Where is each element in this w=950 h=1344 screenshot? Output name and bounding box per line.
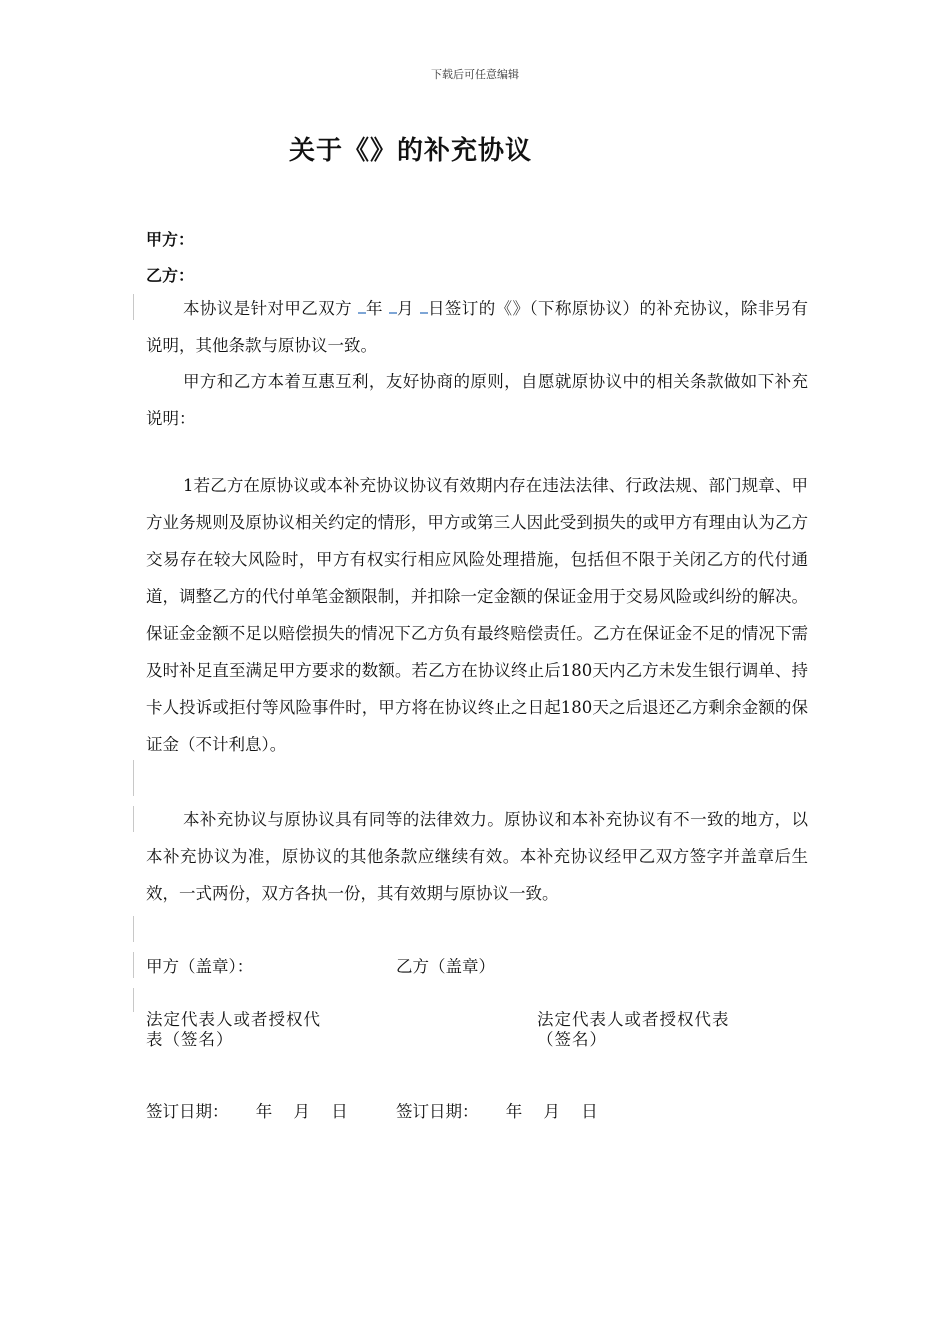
revision-mark: [133, 760, 134, 796]
party-b-sign-date: [396, 1098, 598, 1122]
blank-field: [420, 298, 428, 314]
revision-mark: [133, 916, 134, 942]
party-a-sign-date: [146, 1098, 348, 1122]
paragraph-intro: [146, 290, 808, 364]
party-a-seal-label: 甲方（盖章）：: [146, 957, 254, 976]
date-day: 日: [581, 1102, 598, 1121]
intro-rest: 日签订的《》（下称原协议）的补充协议，除非另有说明，其他条款与原协议一致。: [146, 299, 809, 355]
paragraph-principle: 甲方和乙方本着互惠互利，友好协商的原则，自愿就原协议中的相关条款做如下补充说明：: [146, 372, 808, 428]
intro-text: 本协议是针对甲乙双方: [183, 299, 358, 318]
date-day: 日: [331, 1102, 348, 1121]
revision-mark: [133, 988, 134, 1012]
party-b-seal-label: 乙方（盖章）: [396, 957, 495, 976]
revision-mark: [133, 294, 134, 320]
date-year: 年: [505, 1102, 523, 1121]
blank-field: [389, 298, 397, 314]
paragraph-effect: 本补充协议与原协议具有同等的法律效力。原协议和本补充协议有不一致的地方，以本补充协议为准，原协议的其他条款应继续有效。本补充协议经甲乙双方签字并盖章后生效，一式两份，双方各执一份，其有效期与原协议一致。: [146, 810, 808, 903]
date-year: 年: [255, 1102, 273, 1121]
party-a-label: 甲方：: [146, 230, 195, 249]
document-title: 关于《》的补充协议: [289, 136, 533, 166]
date-label: 签订日期：: [396, 1102, 479, 1121]
intro-month: 月: [396, 299, 414, 318]
party-b-label: 乙方：: [146, 266, 195, 285]
paragraph-clause-1: 1若乙方在原协议或本补充协议协议有效期内存在违法法律、行政法规、部门规章、甲方业务规则及原协议相关约定的情形，甲方或第三人因此受到损失的或甲方有理由认为乙方交易存在较大风险时，甲方有权实行相应风险处理措施，包括但不限于关闭乙方的代付通道，调整乙方的代付单笔金额限制，并扣除一定金额的保证金用于交易风险或纠纷的解决。保证金金额不足以赔偿损失的情况下乙方负有最终赔偿责任。乙方在保证金不足的情况下需及时补足直至满足甲方要求的数额。若乙方在协议终止后180天内乙方未发生银行调单、持卡人投诉或拒付等风险事件时，甲方将在协议终止之日起180天之后退还乙方剩余金额的保证金（不计利息）。: [146, 476, 808, 754]
party-b-representative-label: 法定代表人或者授权代表（签名）: [537, 1010, 730, 1049]
intro-year: 年: [365, 299, 383, 318]
date-month: 月: [293, 1102, 310, 1121]
party-a-representative-label: 法定代表人或者授权代表（签名）: [146, 1010, 321, 1049]
revision-mark: [133, 806, 134, 832]
header-note: 下载后可任意编辑: [431, 68, 519, 81]
revision-mark: [133, 952, 134, 978]
blank-field: [358, 298, 366, 314]
date-label: 签订日期：: [146, 1102, 229, 1121]
date-month: 月: [543, 1102, 560, 1121]
